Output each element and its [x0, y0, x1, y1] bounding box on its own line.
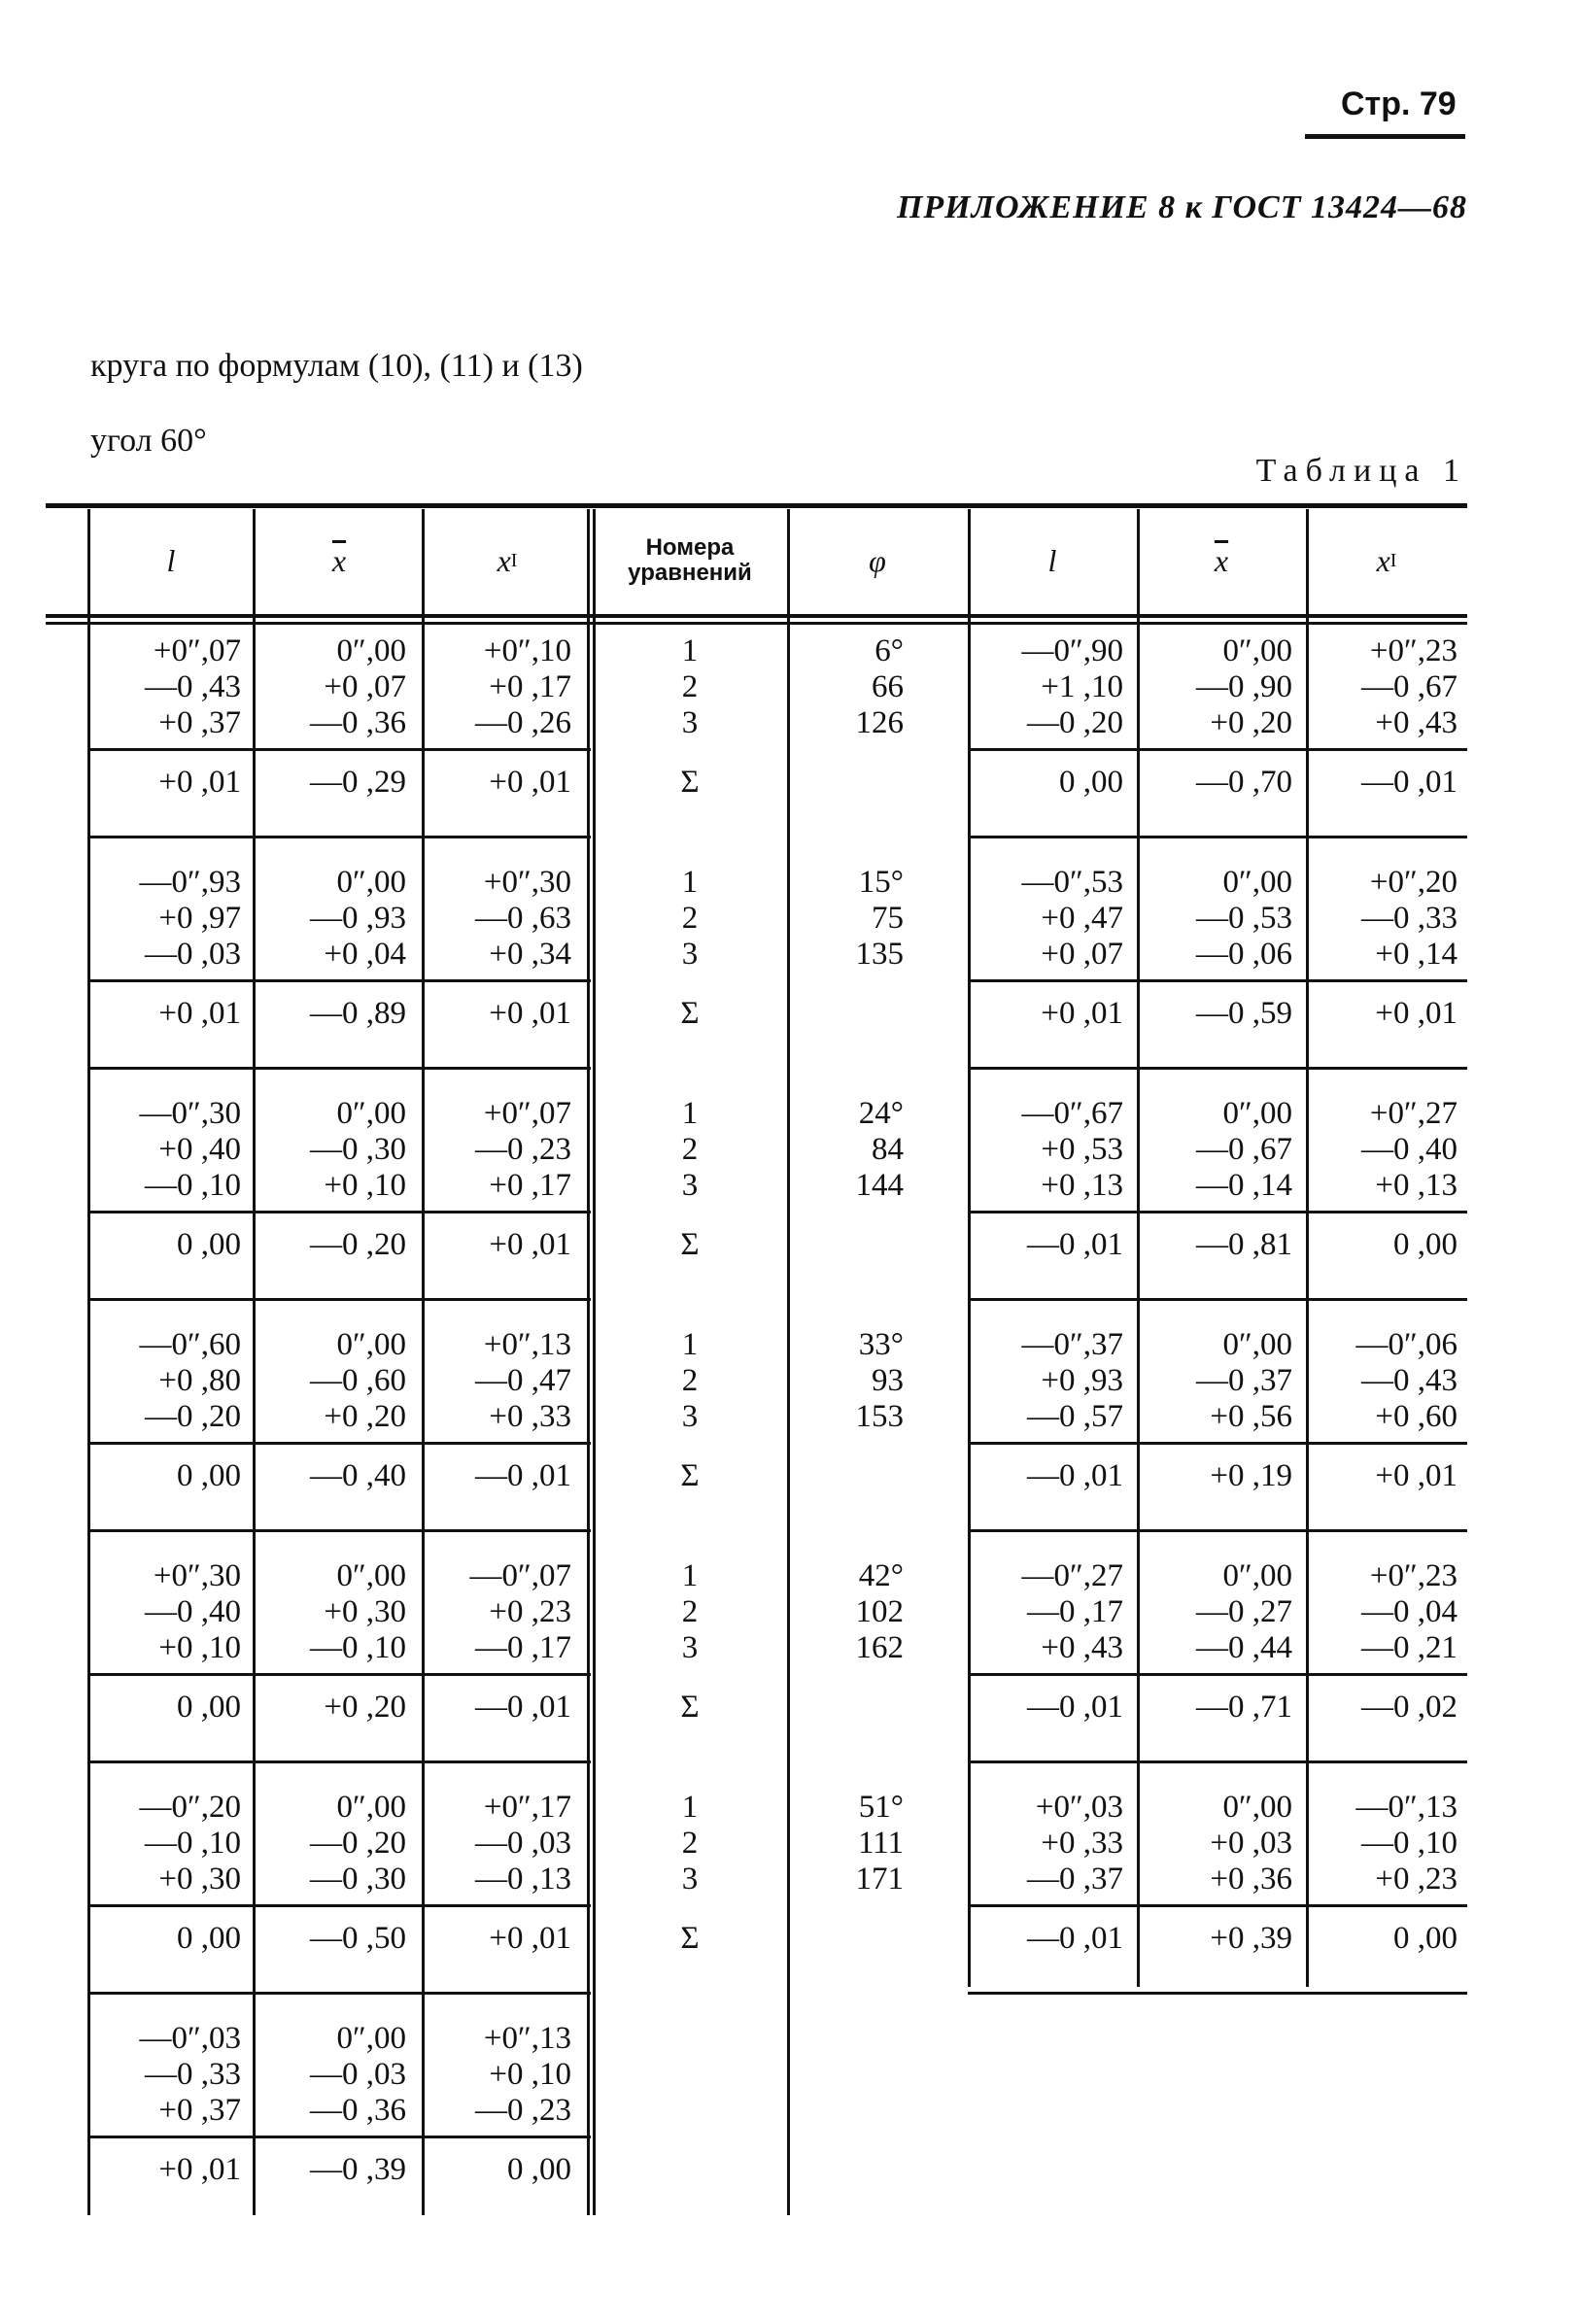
sum-right-x: —0 ,81 [1196, 1227, 1292, 1262]
cell-left-l: —0″,93 +0 ,97 —0 ,03 [139, 865, 241, 972]
cell-left-xI: +0″,07 —0 ,23 +0 ,17 [475, 1096, 571, 1203]
header-eq-line1: Номера [645, 534, 735, 561]
vrule-3 [422, 509, 425, 2215]
sum-right-l: —0 ,01 [1027, 1458, 1123, 1493]
sum-sigma: Σ [680, 1921, 700, 1956]
group-bottom-rule-left [89, 1067, 591, 1070]
header-xI-right-sup: I [1389, 549, 1397, 571]
cell-left-x: 0″,00 —0 ,60 +0 ,20 [310, 1327, 406, 1434]
header-x [255, 509, 424, 612]
cell-right-l: +0″,03 +0 ,33 —0 ,37 [1027, 1790, 1123, 1897]
vrule-4a [587, 509, 590, 2215]
cell-left-x: 0″,00 —0 ,20 —0 ,30 [310, 1790, 406, 1897]
cell-right-xI: +0″,27 —0 ,40 +0 ,13 [1361, 1096, 1457, 1203]
sum-right-l: —0 ,01 [1027, 1227, 1123, 1262]
cell-phi: 15° 75 135 [855, 865, 904, 972]
sum-left-l: 0 ,00 [177, 1690, 241, 1725]
sum-left-xI: 0 ,00 [507, 2152, 571, 2187]
caption-line-2: угол 60° [90, 423, 207, 459]
cell-equation-numbers: 1 2 3 [681, 1558, 699, 1665]
cell-right-l: —0″,27 —0 ,17 +0 ,43 [1021, 1558, 1123, 1665]
cell-right-l: —0″,37 +0 ,93 —0 ,57 [1021, 1327, 1123, 1434]
sum-sigma: Σ [680, 1690, 700, 1725]
sum-right-x: +0 ,39 [1210, 1921, 1292, 1956]
table-top-rule [46, 503, 1467, 508]
cell-left-x: 0″,00 +0 ,30 —0 ,10 [310, 1558, 406, 1665]
sum-top-rule-left [89, 979, 591, 982]
sum-left-l: +0 ,01 [158, 765, 241, 800]
sum-top-rule-left [89, 1673, 591, 1676]
cell-left-x: 0″,00 —0 ,93 +0 ,04 [310, 865, 406, 972]
cell-right-x: 0″,00 —0 ,67 —0 ,14 [1196, 1096, 1292, 1203]
header-x-right-label: $\overline{x}$ [1214, 542, 1229, 578]
sum-left-x: —0 ,40 [310, 1458, 406, 1493]
cell-equation-numbers: 1 2 3 [681, 1096, 699, 1203]
header-phi [787, 509, 968, 612]
header-l-label: l [166, 542, 176, 578]
sum-left-x: —0 ,29 [310, 765, 406, 800]
header-equation-numbers [595, 509, 785, 612]
vrule-4b [593, 509, 596, 2215]
sum-top-rule-right [968, 1904, 1467, 1907]
group-bottom-rule-right [968, 1298, 1467, 1301]
vrule-8 [1306, 509, 1309, 1987]
page-number: Стр. 79 [1341, 85, 1457, 122]
caption-line-1: круга по формулам (10), (11) и (13) [90, 348, 583, 384]
group-bottom-rule-right [968, 836, 1467, 838]
sum-sigma: Σ [680, 1458, 700, 1493]
sum-right-x: —0 ,70 [1196, 765, 1292, 800]
group-bottom-rule-left [89, 836, 591, 838]
cell-left-x: 0″,00 +0 ,07 —0 ,36 [310, 633, 406, 740]
sum-left-x: —0 ,20 [310, 1227, 406, 1262]
sum-right-x: —0 ,71 [1196, 1690, 1292, 1725]
sum-left-l: +0 ,01 [158, 2152, 241, 2187]
sum-top-rule-left [89, 1442, 591, 1445]
sum-top-rule-left [89, 1211, 591, 1213]
sum-right-x: +0 ,19 [1210, 1458, 1292, 1493]
sum-right-xI: +0 ,01 [1375, 1458, 1457, 1493]
group-bottom-rule-left [89, 1760, 591, 1763]
cell-equation-numbers: 1 2 3 [681, 865, 699, 972]
vrule-5 [787, 509, 790, 2215]
sum-top-rule-right [968, 1673, 1467, 1676]
sum-left-xI: —0 ,01 [475, 1458, 571, 1493]
cell-left-x: 0″,00 —0 ,30 +0 ,10 [310, 1096, 406, 1203]
appendix-title: ПРИЛОЖЕНИЕ 8 к ГОСТ 13424—68 [896, 189, 1467, 225]
header-eq-line2: уравнений [628, 560, 752, 586]
sum-left-x: +0 ,20 [324, 1690, 406, 1725]
cell-phi: 51° 111 171 [855, 1790, 904, 1897]
sum-right-l: +0 ,01 [1041, 996, 1123, 1031]
header-xI-base: x [497, 542, 511, 578]
group-bottom-rule-left [89, 1529, 591, 1532]
cell-right-x: 0″,00 —0 ,37 +0 ,56 [1196, 1327, 1292, 1434]
sum-right-xI: +0 ,01 [1375, 996, 1457, 1031]
cell-right-x: 0″,00 —0 ,90 +0 ,20 [1196, 633, 1292, 740]
sum-left-x: —0 ,89 [310, 996, 406, 1031]
vrule-2 [253, 509, 256, 2215]
sum-right-l: 0 ,00 [1059, 765, 1123, 800]
header-x-label: $\overline{x}$ [331, 542, 347, 578]
group-bottom-rule-left [89, 1992, 591, 1995]
sum-top-rule-right [968, 979, 1467, 982]
sum-left-xI: +0 ,01 [489, 765, 571, 800]
cell-left-xI: —0″,07 +0 ,23 —0 ,17 [469, 1558, 571, 1665]
group-bottom-rule-left [89, 1298, 591, 1301]
cell-right-xI: +0″,20 —0 ,33 +0 ,14 [1361, 865, 1457, 972]
cell-left-l: —0″,20 —0 ,10 +0 ,30 [139, 1790, 241, 1897]
sum-left-x: —0 ,39 [310, 2152, 406, 2187]
header-xI-sup: I [510, 549, 518, 571]
cell-right-xI: +0″,23 —0 ,67 +0 ,43 [1361, 633, 1457, 740]
cell-left-l: —0″,03 —0 ,33 +0 ,37 [139, 2021, 241, 2128]
sum-left-l: 0 ,00 [177, 1227, 241, 1262]
cell-phi: 24° 84 144 [855, 1096, 904, 1203]
cell-left-xI: +0″,17 —0 ,03 —0 ,13 [475, 1790, 571, 1897]
cell-right-l: —0″,90 +1 ,10 —0 ,20 [1021, 633, 1123, 740]
page-number-rule [1305, 134, 1465, 139]
group-bottom-rule-right [968, 1529, 1467, 1532]
vrule-1 [87, 509, 90, 2215]
sum-top-rule-right [968, 1442, 1467, 1445]
cell-left-xI: +0″,10 +0 ,17 —0 ,26 [475, 633, 571, 740]
sum-right-xI: 0 ,00 [1393, 1921, 1457, 1956]
cell-right-x: 0″,00 +0 ,03 +0 ,36 [1210, 1790, 1292, 1897]
cell-right-x: 0″,00 —0 ,53 —0 ,06 [1196, 865, 1292, 972]
header-xI-right-base: x [1376, 542, 1390, 578]
header-xI [424, 509, 591, 612]
cell-right-l: —0″,53 +0 ,47 +0 ,07 [1021, 865, 1123, 972]
header-l-right [968, 509, 1137, 612]
header-phi-label: φ [869, 542, 886, 578]
vrule-6 [968, 509, 971, 1987]
cell-right-xI: —0″,06 —0 ,43 +0 ,60 [1355, 1327, 1457, 1434]
cell-left-x: 0″,00 —0 ,03 —0 ,36 [310, 2021, 406, 2128]
sum-right-l: —0 ,01 [1027, 1690, 1123, 1725]
sum-top-rule-right [968, 1211, 1467, 1213]
cell-right-xI: +0″,23 —0 ,04 —0 ,21 [1361, 1558, 1457, 1665]
sum-left-x: —0 ,50 [310, 1921, 406, 1956]
sum-left-xI: +0 ,01 [489, 1921, 571, 1956]
sum-right-xI: —0 ,02 [1361, 1690, 1457, 1725]
header-x-right [1137, 509, 1306, 612]
sum-left-l: 0 ,00 [177, 1458, 241, 1493]
table-label: Таблица 1 [1255, 453, 1467, 489]
cell-right-xI: —0″,13 —0 ,10 +0 ,23 [1355, 1790, 1457, 1897]
cell-equation-numbers: 1 2 3 [681, 1790, 699, 1897]
cell-equation-numbers: 1 2 3 [681, 1327, 699, 1434]
header-xI-right [1306, 509, 1467, 612]
cell-right-l: —0″,67 +0 ,53 +0 ,13 [1021, 1096, 1123, 1203]
cell-equation-numbers: 1 2 3 [681, 633, 699, 740]
cell-phi: 6° 66 126 [855, 633, 904, 740]
cell-right-x: 0″,00 —0 ,27 —0 ,44 [1196, 1558, 1292, 1665]
sum-right-l: —0 ,01 [1027, 1921, 1123, 1956]
vrule-7 [1137, 509, 1140, 1987]
sum-sigma: Σ [680, 765, 700, 800]
header-l-right-label: l [1047, 542, 1057, 578]
sum-top-rule-left [89, 2136, 591, 2138]
sum-right-x: —0 ,59 [1196, 996, 1292, 1031]
cell-left-l: —0″,30 +0 ,40 —0 ,10 [139, 1096, 241, 1203]
cell-left-l: +0″,07 —0 ,43 +0 ,37 [145, 633, 241, 740]
cell-left-xI: +0″,30 —0 ,63 +0 ,34 [475, 865, 571, 972]
sum-left-xI: +0 ,01 [489, 1227, 571, 1262]
sum-left-l: +0 ,01 [158, 996, 241, 1031]
header-l [89, 509, 253, 612]
sum-left-xI: +0 ,01 [489, 996, 571, 1031]
cell-phi: 33° 93 153 [855, 1327, 904, 1434]
cell-left-l: —0″,60 +0 ,80 —0 ,20 [139, 1327, 241, 1434]
sum-top-rule-left [89, 748, 591, 751]
sum-left-l: 0 ,00 [177, 1921, 241, 1956]
group-bottom-rule-right [968, 1067, 1467, 1070]
cell-left-xI: +0″,13 +0 ,10 —0 ,23 [475, 2021, 571, 2128]
sum-left-xI: —0 ,01 [475, 1690, 571, 1725]
cell-left-l: +0″,30 —0 ,40 +0 ,10 [145, 1558, 241, 1665]
sum-sigma: Σ [680, 996, 700, 1031]
header-bottom-rule-2 [46, 622, 1467, 625]
cell-phi: 42° 102 162 [855, 1558, 904, 1665]
sum-right-xI: —0 ,01 [1361, 765, 1457, 800]
sum-top-rule-right [968, 748, 1467, 751]
cell-left-xI: +0″,13 —0 ,47 +0 ,33 [475, 1327, 571, 1434]
group-bottom-rule-right [968, 1992, 1467, 1995]
sum-right-xI: 0 ,00 [1393, 1227, 1457, 1262]
group-bottom-rule-right [968, 1760, 1467, 1763]
header-bottom-rule [46, 614, 1467, 618]
sum-sigma: Σ [680, 1227, 700, 1262]
sum-top-rule-left [89, 1904, 591, 1907]
